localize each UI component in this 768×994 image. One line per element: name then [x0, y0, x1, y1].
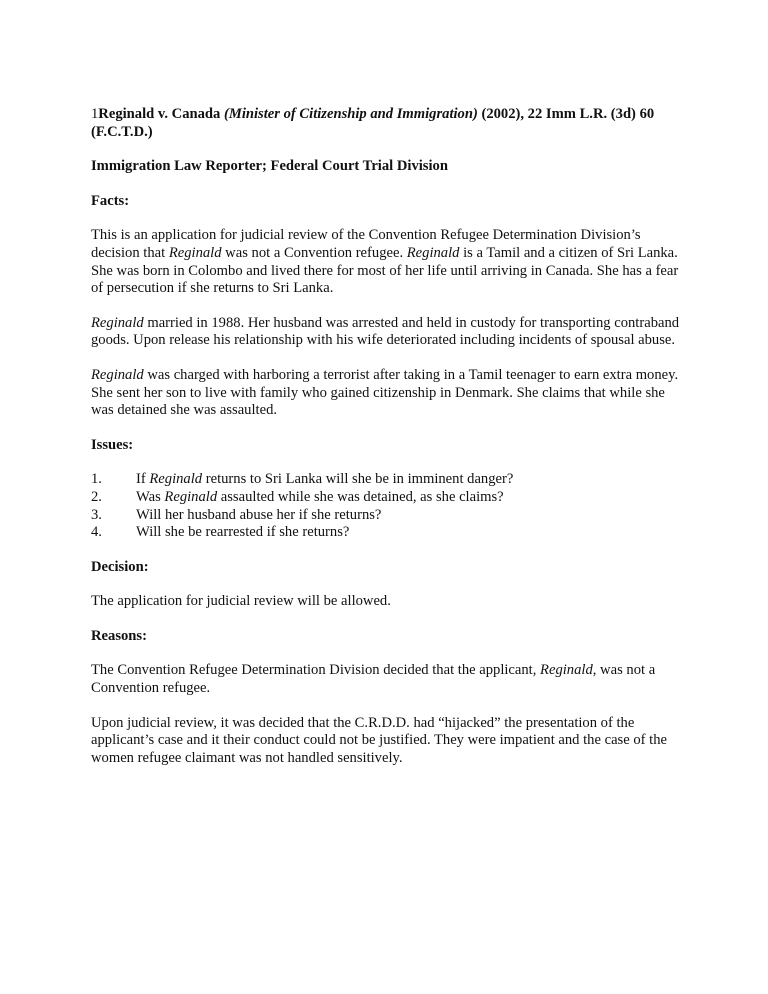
decision-paragraph: The application for judicial review will be allowed. — [91, 593, 391, 610]
party-name: Reginald — [91, 366, 144, 383]
text-run: married in 1988. Her husband was arrested and held in custody for transporting contraband goods. Upon release his relationship with his wife deteriorated including incidents of spousal abuse. — [91, 314, 680, 349]
party-name: Reginald — [406, 244, 460, 261]
list-item — [91, 489, 681, 507]
text-run: assaulted while she was detained, as she claims? — [217, 488, 504, 505]
facts-heading: Facts: — [91, 192, 130, 209]
party-name: Reginald — [149, 471, 203, 488]
case-subtitle: Immigration Law Reporter; Federal Court Trial Division — [91, 158, 448, 175]
text-run: Was — [136, 488, 165, 505]
party-name: Reginald — [168, 244, 222, 261]
reasons-paragraph-1 — [91, 662, 681, 697]
list-number: 1. — [91, 471, 102, 488]
text-run: This is an application for judicial review of the Convention Refugee Determination Division’s decision that — [91, 227, 641, 261]
list-text: Will her husband abuse her if she returns? — [136, 506, 382, 523]
list-number: 2. — [91, 488, 102, 505]
list-item — [91, 471, 681, 489]
list-text — [136, 471, 681, 489]
text-run: The Convention Refugee Determination Division decided that the applicant, — [91, 662, 541, 679]
list-number: 3. — [91, 506, 102, 523]
text-run: was not a Convention refugee. — [221, 244, 407, 261]
case-citation: (2002), 22 Imm L.R. (3d) 60 (F.C.T.D.) — [91, 106, 655, 140]
footnote-number: 1 — [91, 106, 99, 122]
reasons-paragraph-2: Upon judicial review, it was decided that the C.R.D.D. had “hijacked” the presentation of the applicant’s case and it their conduct could not be justified. They were impatient and the case of the women refugee claimant was not handled sensitively. — [91, 714, 667, 766]
list-text: Will she be rearrested if she returns? — [136, 524, 350, 541]
party-name: Reginald — [91, 314, 144, 331]
issues-heading: Issues: — [91, 436, 134, 453]
list-number: 4. — [91, 524, 102, 541]
text-run: returns to Sri Lanka will she be in imminent danger? — [202, 471, 514, 488]
text-run: was charged with harboring a terrorist after taking in a Tamil teenager to earn extra money. She sent her son to live with family who gained citizenship in Denmark. She claims that while she was detained she was assaulted. — [91, 366, 679, 419]
issues-list — [91, 471, 681, 541]
facts-paragraph-1 — [91, 227, 681, 297]
text-run: If — [136, 471, 150, 488]
facts-paragraph-2 — [91, 315, 681, 350]
party-name: Reginald — [540, 662, 593, 679]
list-text — [136, 489, 681, 507]
case-name: Reginald v. Canada — [98, 106, 224, 122]
decision-heading: Decision: — [91, 558, 149, 575]
text-run: , was not a Convention refugee. — [91, 662, 656, 697]
case-party: (Minister of Citizenship and Immigration) — [224, 106, 478, 122]
facts-paragraph-3 — [91, 367, 681, 420]
list-item — [91, 507, 681, 525]
list-item — [91, 524, 681, 542]
case-title — [91, 106, 681, 141]
party-name: Reginald — [164, 488, 218, 505]
document-page — [91, 106, 681, 784]
reasons-heading: Reasons: — [91, 627, 147, 644]
text-run: is a Tamil and a citizen of Sri Lanka. She was born in Colombo and lived there for most of her life until arriving in Canada. She has a fear of persecution if she returns to Sri Lanka. — [91, 244, 679, 297]
